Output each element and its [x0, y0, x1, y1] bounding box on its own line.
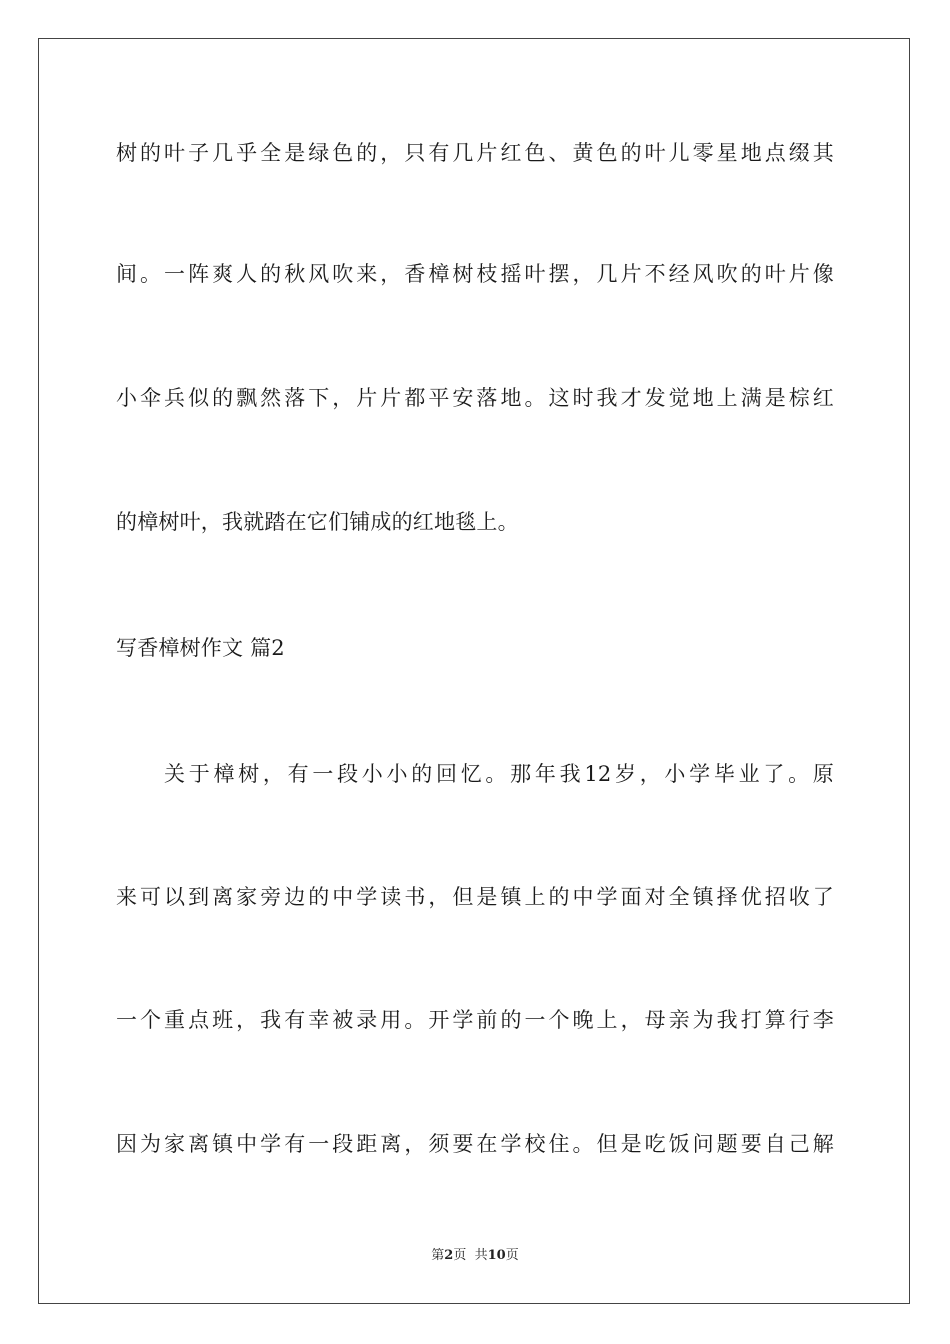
page-footer — [0, 1247, 950, 1265]
paragraph-line: 来可以到离家旁边的中学读书，但是镇上的中学面对全镇择优招收了 — [116, 885, 834, 909]
footer-total-pages: 10 — [487, 1248, 506, 1263]
paragraph-line: 小伞兵似的飘然落下，片片都平安落地。这时我才发觉地上满是棕红 — [116, 386, 834, 410]
footer-page-number: 2 — [444, 1248, 454, 1263]
section-heading: 写香樟树作文 篇2 — [116, 636, 285, 660]
paragraph-line: 的樟树叶，我就踏在它们铺成的红地毯上。 — [116, 510, 519, 534]
paragraph-line: 因为家离镇中学有一段距离，须要在学校住。但是吃饭问题要自己解 — [116, 1132, 834, 1156]
footer-mid: 页 共 — [453, 1248, 488, 1263]
footer-prefix: 第 — [431, 1248, 445, 1263]
paragraph-line: 一个重点班，我有幸被录用。开学前的一个晚上，母亲为我打算行李 — [116, 1008, 834, 1032]
paragraph-line: 关于樟树，有一段小小的回忆。那年我12岁，小学毕业了。原 — [164, 762, 834, 786]
paragraph-line: 间。一阵爽人的秋风吹来，香樟树枝摇叶摆，几片不经风吹的叶片像 — [116, 262, 834, 286]
paragraph-line: 树的叶子几乎全是绿色的，只有几片红色、黄色的叶儿零星地点缀其 — [116, 141, 834, 165]
page-border — [38, 38, 910, 1304]
footer-suffix: 页 — [505, 1248, 519, 1263]
